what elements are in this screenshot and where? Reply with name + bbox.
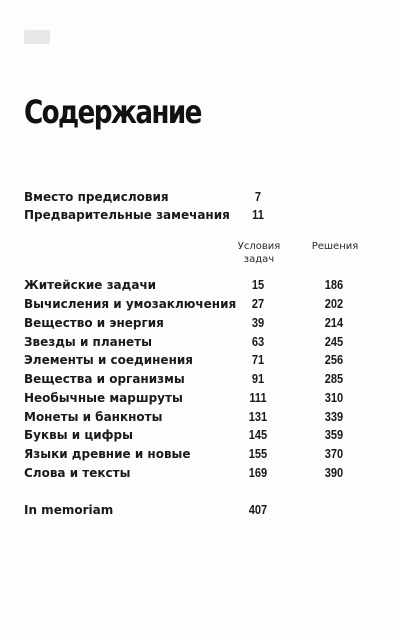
faded-running-head [24, 30, 50, 44]
toc-chapter-label: Вычисления и умозаключения [24, 297, 237, 311]
toc-chapter-label: Элементы и соединения [24, 353, 193, 367]
toc-solutions-page: 310 [324, 390, 344, 405]
toc-solutions-page: 285 [324, 371, 344, 386]
toc-chapter-row [24, 334, 384, 350]
toc-chapter-row [24, 315, 384, 331]
toc-chapter-label: Слова и тексты [24, 466, 131, 480]
toc-conditions-page: 169 [248, 465, 268, 480]
toc-entry-in-memoriam [24, 502, 384, 518]
toc-chapter-row [24, 465, 384, 481]
column-header-solutions: Решения [311, 241, 359, 252]
toc-chapter-label: Вещества и организмы [24, 372, 185, 386]
page-title: Содержание [24, 93, 201, 131]
toc-entry-label: Вместо предисловия [24, 190, 169, 204]
toc-chapter-label: Буквы и цифры [24, 428, 133, 442]
toc-chapter-label: Вещество и энергия [24, 316, 164, 330]
toc-conditions-page: 39 [251, 315, 265, 330]
toc-conditions-page: 155 [248, 446, 268, 461]
toc-entry-preliminary-notes [24, 207, 384, 223]
toc-conditions-page: 145 [248, 427, 268, 442]
toc-conditions-page: 63 [251, 334, 265, 349]
toc-solutions-page: 370 [324, 446, 344, 461]
toc-conditions-page: 131 [248, 409, 268, 424]
toc-chapter-row [24, 277, 384, 293]
toc-solutions-page: 256 [324, 352, 344, 367]
toc-solutions-page: 359 [324, 427, 344, 442]
toc-solutions-page: 214 [324, 315, 344, 330]
column-header-conditions [230, 240, 288, 266]
toc-entry-foreword [24, 189, 384, 205]
toc-chapter-label: Монеты и банкноты [24, 410, 163, 424]
toc-chapter-label: Языки древние и новые [24, 447, 191, 461]
toc-chapter-row [24, 352, 384, 368]
toc-chapter-label: Звезды и планеты [24, 335, 152, 349]
toc-entry-label: In memoriam [24, 503, 114, 517]
toc-entry-page: 407 [248, 502, 268, 517]
toc-conditions-page: 91 [251, 371, 265, 386]
toc-chapter-row [24, 390, 384, 406]
toc-solutions-page: 390 [324, 465, 344, 480]
toc-entry-page: 11 [252, 207, 264, 222]
toc-conditions-page: 15 [251, 277, 265, 292]
column-header-conditions-line1: Условия [237, 241, 281, 252]
toc-solutions-page: 186 [324, 277, 344, 292]
toc-solutions-page: 339 [324, 409, 344, 424]
toc-chapter-row [24, 371, 384, 387]
toc-chapter-row [24, 296, 384, 312]
toc-chapter-row [24, 427, 384, 443]
toc-solutions-page: 245 [324, 334, 344, 349]
toc-chapter-row [24, 446, 384, 462]
toc-conditions-page: 71 [251, 352, 265, 367]
toc-chapter-label: Житейские задачи [24, 278, 157, 292]
toc-entry-label: Предварительные замечания [24, 208, 230, 222]
toc-conditions-page: 27 [251, 296, 265, 311]
column-header-conditions-line2: задач [243, 254, 275, 265]
toc-solutions-page: 202 [324, 296, 344, 311]
toc-chapter-row [24, 409, 384, 425]
toc-conditions-page: 111 [249, 390, 267, 405]
toc-entry-page: 7 [254, 189, 262, 204]
toc-chapter-label: Необычные маршруты [24, 391, 183, 405]
